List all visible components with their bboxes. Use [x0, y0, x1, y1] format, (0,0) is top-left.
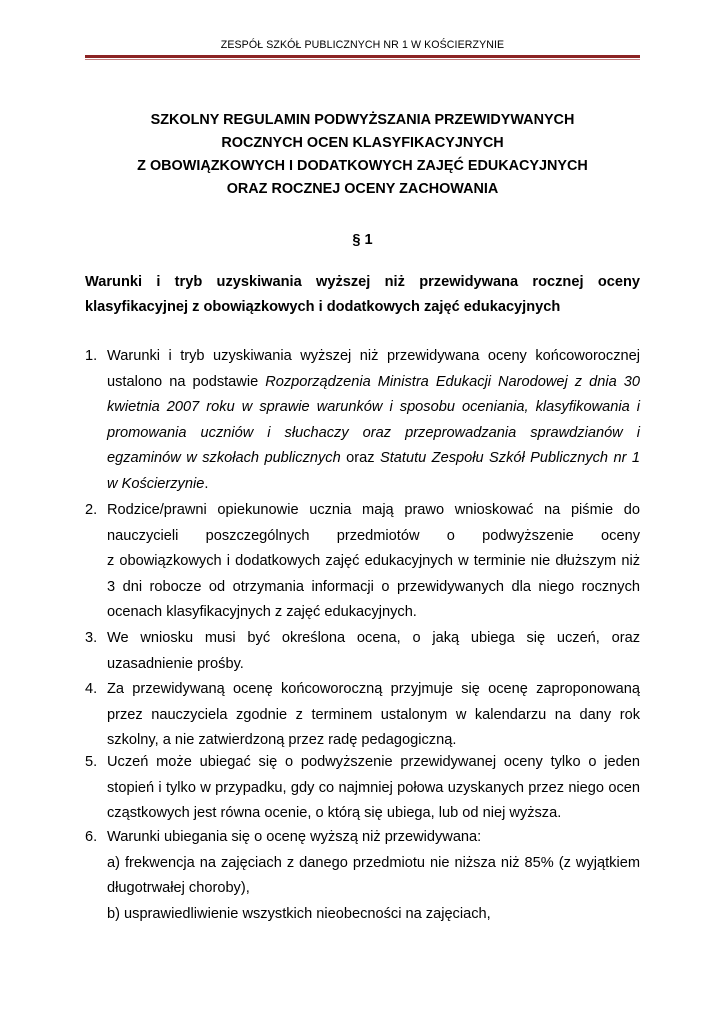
list-item-line: cząstkowych jest równa ocenie, o którą się ubiega, lub od niej wyższa. — [107, 805, 562, 822]
document-title — [85, 109, 640, 201]
title-line: ORAZ ROCZNEJ OCENY ZACHOWANIA — [226, 181, 499, 197]
list-item-line: długotrwałej choroby), — [107, 880, 250, 897]
list-item-number: 3. — [85, 630, 98, 646]
list-item-line: kwietnia 2007 roku w sprawie warunków i sposobu oceniania, klasyfikowania i — [107, 399, 640, 416]
list-item-line: stopień i tylko w przypadku, gdy co najmniej połowa uzyskanych przez niego ocen — [107, 779, 640, 796]
list-item — [85, 750, 640, 827]
list-item-line: Uczeń może ubiegać się o podwyższenie przewidywanej oceny tylko o jeden — [107, 754, 640, 770]
list-item-line: ustalono na podstawie Rozporządzenia Ministra Edukacji Narodowej z dnia 30 — [107, 373, 640, 390]
list-item-number: 5. — [85, 754, 98, 770]
list-item-line: b) usprawiedliwienie wszystkich nieobecności na zajęciach, — [107, 905, 491, 922]
list-item — [85, 498, 640, 626]
list-item-line: egzaminów w szkołach publicznych oraz Statutu Zespołu Szkół Publicznych nr 1 — [107, 450, 641, 467]
list-item-line: w Kościerzynie. — [107, 475, 209, 492]
list-item-line: ocenach klasyfikacyjnych z zajęć edukacyjnych. — [107, 604, 417, 621]
list-item-line: przez nauczyciela zgodnie z terminem ustalonym w kalendarzu na dany rok — [107, 706, 640, 723]
title-line: ROCZNYCH OCEN KLASYFIKACYJNYCH — [221, 135, 504, 151]
list-item-number: 4. — [85, 681, 98, 697]
list-item-line: z obowiązkowych i dodatkowych zajęć edukacyjnych w terminie nie dłuższym niż — [107, 553, 640, 570]
list-item-line: Rodzice/prawni opiekunowie ucznia mają prawo wnioskować na piśmie do — [107, 502, 640, 518]
list-item-number: 1. — [85, 348, 98, 364]
page-header: ZESPÓŁ SZKÓŁ PUBLICZNYCH NR 1 W KOŚCIERZYNIE — [220, 39, 505, 51]
list-item-number: 2. — [85, 502, 98, 518]
list-item-number: 6. — [85, 829, 98, 845]
section-heading-line: Warunki i tryb uzyskiwania wyższej niż przewidywana rocznej oceny — [85, 274, 640, 290]
list-item — [85, 825, 640, 927]
list-item-line: szkolny, a nie zatwierdzoną przez radę pedagogiczną. — [107, 732, 457, 749]
list-item — [85, 344, 640, 498]
list-item-line: 3 dni robocze od otrzymania informacji o przewidywanych dla niego rocznych — [107, 578, 640, 595]
list-item-line: nauczycieli poszczególnych przedmiotów o podwyższenie oceny — [107, 527, 640, 544]
list-item — [85, 677, 640, 754]
list-item-line: promowania uczniów i słuchaczy oraz przeprowadzania sprawdzianów i — [107, 424, 640, 441]
list-item-line: Warunki ubiegania się o ocenę wyższą niż przewidywana: — [107, 829, 482, 845]
header-rule-thin — [85, 59, 640, 60]
section-heading — [85, 270, 640, 320]
list-item-line: We wniosku musi być określona ocena, o jaką ubiega się uczeń, oraz — [107, 630, 640, 646]
list-item-line: a) frekwencja na zajęciach z danego przedmiotu nie niższa niż 85% (z wyjątkiem — [107, 854, 640, 871]
list-item — [85, 626, 640, 677]
title-line: SZKOLNY REGULAMIN PODWYŻSZANIA PRZEWIDYWANYCH — [150, 112, 575, 128]
list-item-line: Za przewidywaną ocenę końcoworoczną przyjmuje się ocenę zaproponowaną — [107, 681, 640, 697]
list-item-line: uzasadnienie prośby. — [107, 655, 244, 672]
title-line: Z OBOWIĄZKOWYCH I DODATKOWYCH ZAJĘĆ EDUKACYJNYCH — [137, 158, 588, 174]
header-rule — [85, 55, 640, 58]
list-item-line: Warunki i tryb uzyskiwania wyższej niż przewidywana oceny końcoworocznej — [107, 348, 640, 364]
section-heading-line: klasyfikacyjnej z obowiązkowych i dodatkowych zajęć edukacyjnych — [85, 299, 561, 315]
paragraph-sign: § 1 — [352, 232, 373, 248]
